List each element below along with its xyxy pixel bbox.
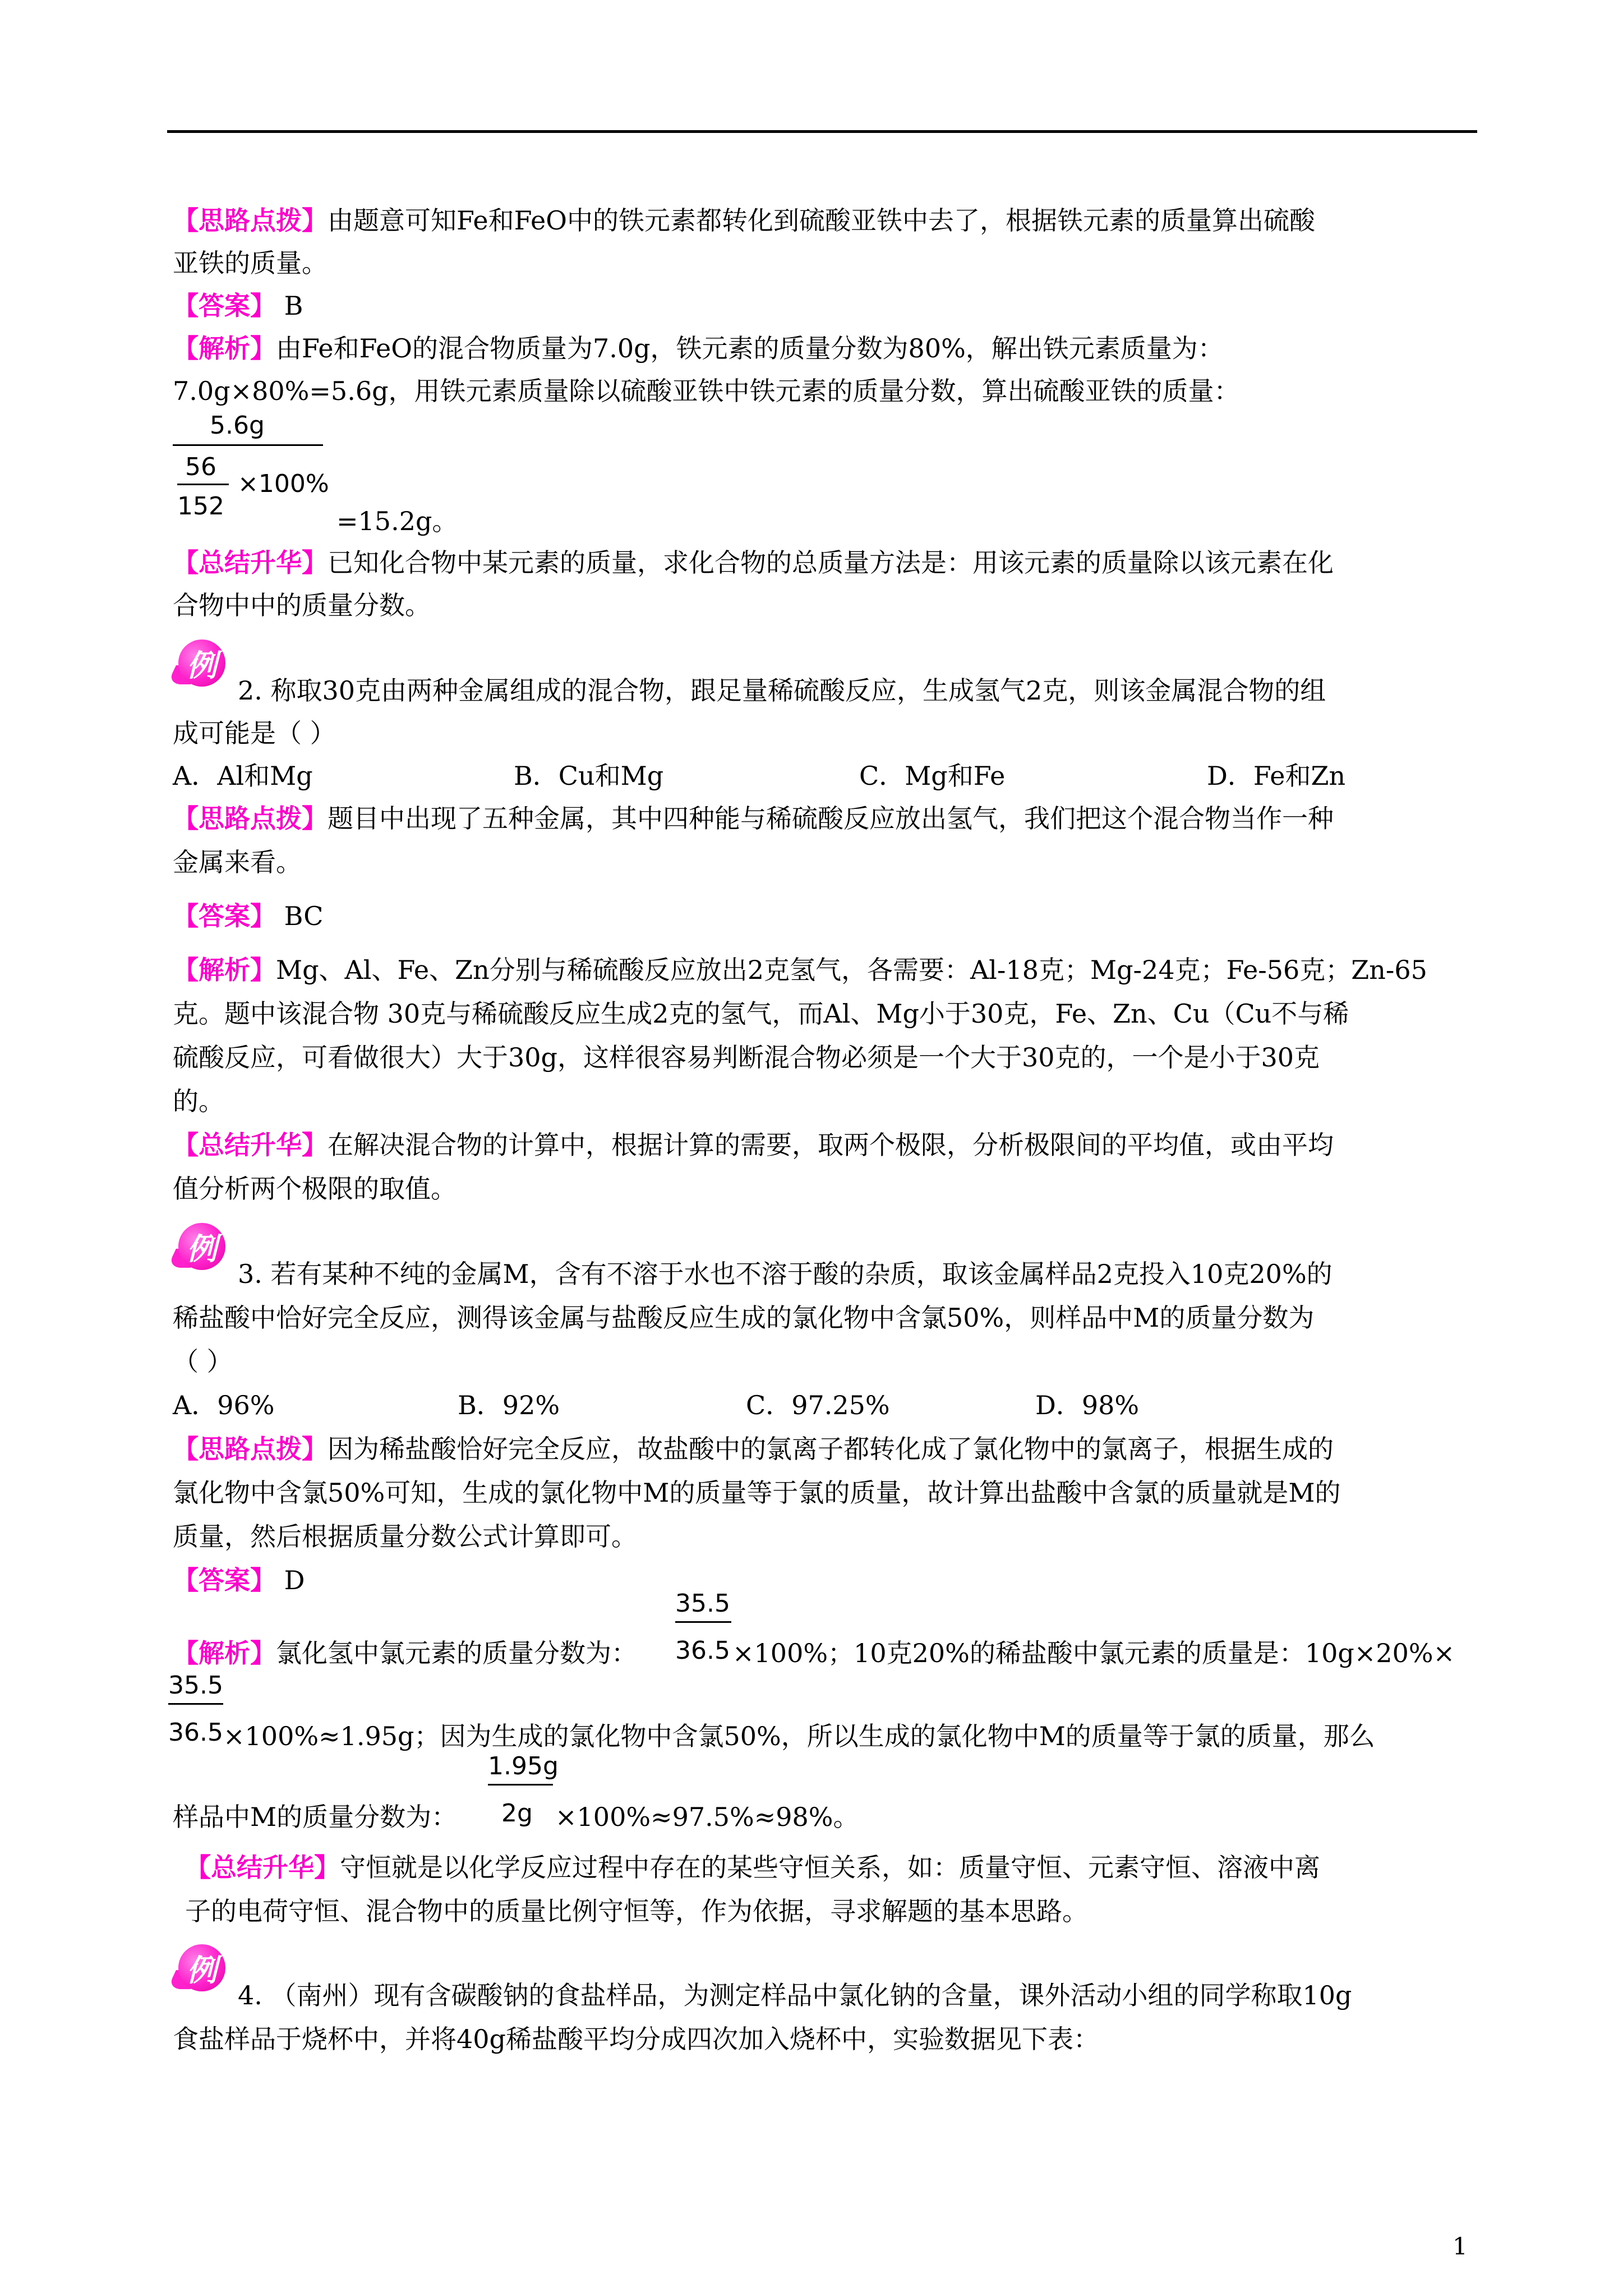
q2-analysis-cont-2: 硫酸反应，可看做很大）大于30g，这样很容易判断混合物必须是一个大于30克的，一个是小于30克 xyxy=(173,1042,1320,1073)
fraction-cl-share-2 xyxy=(168,1672,230,1756)
fraction-mass-share xyxy=(488,1752,566,1837)
q2-answer-line xyxy=(173,900,323,932)
hint-tag: 【思路点拨】 xyxy=(173,205,328,236)
example-badge-icon: 例 xyxy=(178,1944,225,1991)
q3-analysis-b: ×100%；10克20%的稀盐酸中氯元素的质量是：10g×20%× xyxy=(732,1638,1455,1668)
fraction-num: 35.5 xyxy=(675,1589,730,1618)
question-2-stem: 2. 称取30克由两种金属组成的混合物，跟足量稀硫酸反应，生成氢气2克，则该金属混合物的组 xyxy=(238,675,1326,706)
fraction-top: 5.6g xyxy=(210,411,265,440)
q3-analysis-d: 样品中M的质量分数为： xyxy=(173,1802,458,1832)
fraction-bar xyxy=(168,1703,223,1705)
hint-tag: 【思路点拨】 xyxy=(173,803,328,834)
hint-line xyxy=(173,204,1315,237)
fraction-main-bar xyxy=(173,444,323,446)
fraction-inner-bar xyxy=(177,484,229,485)
summary-text-cont: 合物中中的质量分数。 xyxy=(173,590,431,620)
fraction-compound xyxy=(173,412,341,535)
analysis-text: 由Fe和FeO的混合物质量为7.0g，铁元素的质量分数为80%，解出铁元素质量为： xyxy=(276,333,1224,364)
answer-text: B xyxy=(276,291,303,321)
question-3-option-c: C．97.25% xyxy=(746,1390,890,1420)
summary-text: 守恒就是以化学反应过程中存在的某些守恒关系，如：质量守恒、元素守恒、溶液中离 xyxy=(340,1852,1320,1883)
analysis-line xyxy=(173,332,1224,365)
q3-hint-cont-2: 质量，然后根据质量分数公式计算即可。 xyxy=(173,1521,637,1552)
summary-line xyxy=(173,546,1334,579)
example-badge-icon: 例 xyxy=(178,1223,225,1270)
q3-analysis-line xyxy=(173,1637,637,1669)
question-2-option-d: D．Fe和Zn xyxy=(1207,761,1346,791)
hint-text: 题目中出现了五种金属，其中四种能与稀硫酸反应放出氢气，我们把这个混合物当作一种 xyxy=(328,803,1334,834)
fraction-num: 1.95g xyxy=(488,1752,559,1780)
fraction-num: 35.5 xyxy=(168,1671,223,1700)
answer-tag: 【答案】 xyxy=(173,901,276,931)
example-badge-icon: 例 xyxy=(178,639,225,687)
fraction-bar xyxy=(488,1784,553,1786)
question-4-stem-cont: 食盐样品于烧杯中，并将40g稀盐酸平均分成四次加入烧杯中，实验数据见下表： xyxy=(173,2024,1099,2054)
q3-analysis-e: ×100%≈97.5%≈98%。 xyxy=(555,1802,859,1832)
q3-summary-line xyxy=(185,1851,1320,1884)
summary-tag: 【总结升华】 xyxy=(173,547,328,578)
q2-analysis-line xyxy=(173,954,1427,986)
fraction-den: 36.5 xyxy=(168,1718,223,1747)
summary-tag: 【总结升华】 xyxy=(173,1130,328,1160)
q2-analysis-cont-1: 克。题中该混合物 30克与稀硫酸反应生成2克的氢气，而Al、Mg小于30克，Fe、Zn、Cu（Cu不与稀 xyxy=(173,999,1349,1029)
result-text: =15.2g。 xyxy=(336,506,458,536)
q3-summary-cont: 子的电荷守恒、混合物中的质量比例守恒等，作为依据，寻求解题的基本思路。 xyxy=(185,1896,1088,1926)
question-3-option-b: B．92% xyxy=(458,1390,560,1420)
fraction-den: 36.5 xyxy=(675,1636,730,1665)
answer-tag: 【答案】 xyxy=(173,1565,276,1595)
question-4-stem: 4. （南州）现有含碳酸钠的食盐样品，为测定样品中氯化钠的含量，课外活动小组的同学称取10g xyxy=(238,1980,1352,2010)
q3-hint-cont-1: 氯化物中含氯50%可知，生成的氯化物中M的质量等于氯的质量，故计算出盐酸中含氯的质量就是M的 xyxy=(173,1478,1341,1508)
question-3-stem-cont-1: 稀盐酸中恰好完全反应，测得该金属与盐酸反应生成的氯化物中含氯50%，则样品中M的质量分数为 xyxy=(173,1303,1315,1333)
answer-text: D xyxy=(276,1565,305,1595)
question-2-option-b: B．Cu和Mg xyxy=(514,761,664,791)
fraction-den: 2g xyxy=(501,1799,533,1828)
summary-tag: 【总结升华】 xyxy=(185,1852,340,1883)
fraction-cl-share xyxy=(675,1590,737,1674)
answer-text: BC xyxy=(276,901,324,931)
fraction-multiplier: ×100% xyxy=(238,470,329,498)
question-2-option-c: C．Mg和Fe xyxy=(859,761,1006,791)
hint-text: 由题意可知Fe和FeO中的铁元素都转化到硫酸亚铁中去了，根据铁元素的质量算出硫酸 xyxy=(328,205,1315,236)
summary-text: 在解决混合物的计算中，根据计算的需要，取两个极限，分析极限间的平均值，或由平均 xyxy=(328,1130,1334,1160)
analysis-tag: 【解析】 xyxy=(173,1638,276,1668)
analysis-text: Mg、Al、Fe、Zn分别与稀硫酸反应放出2克氢气，各需要：Al-18克；Mg-24克；Fe-56克；Zn-65 xyxy=(276,955,1427,985)
question-2-option-a: A．Al和Mg xyxy=(173,761,313,791)
question-3-stem-cont-2: （ ） xyxy=(173,1346,233,1377)
question-3-stem: 3. 若有某种不纯的金属M，含有不溶于水也不溶于酸的杂质，取该金属样品2克投入10克20%的 xyxy=(238,1259,1332,1289)
answer-line xyxy=(173,289,303,322)
q2-summary-line xyxy=(173,1129,1334,1161)
q2-analysis-cont-3: 的。 xyxy=(173,1086,224,1116)
question-2-stem-cont: 成可能是（ ） xyxy=(173,718,336,748)
question-3-option-d: D．98% xyxy=(1035,1390,1140,1420)
analysis-tag: 【解析】 xyxy=(173,955,276,985)
hint-tag: 【思路点拨】 xyxy=(173,1434,328,1464)
q3-analysis-c: ×100%≈1.95g；因为生成的氯化物中含氯50%，所以生成的氯化物中M的质量等于氯的质量，那么 xyxy=(223,1721,1375,1751)
page-number: 1 xyxy=(1453,2233,1468,2260)
q2-hint-line xyxy=(173,802,1334,835)
answer-tag: 【答案】 xyxy=(173,291,276,321)
header-rule xyxy=(167,130,1477,133)
q2-summary-cont: 值分析两个极限的取值。 xyxy=(173,1174,457,1204)
analysis-text-cont: 7.0g×80%=5.6g，用铁元素质量除以硫酸亚铁中铁元素的质量分数，算出硫酸亚铁的质量： xyxy=(173,376,1240,406)
fraction-inner-num: 56 xyxy=(185,453,216,481)
fraction-bar xyxy=(675,1621,731,1623)
summary-text: 已知化合物中某元素的质量，求化合物的总质量方法是：用该元素的质量除以该元素在化 xyxy=(328,547,1334,578)
question-3-option-a: A．96% xyxy=(173,1390,275,1420)
q3-answer-line xyxy=(173,1564,305,1596)
q2-hint-text-cont: 金属来看。 xyxy=(173,847,302,877)
q3-hint-line xyxy=(173,1433,1334,1465)
hint-text-cont: 亚铁的质量。 xyxy=(173,248,328,278)
analysis-text: 氯化氢中氯元素的质量分数为： xyxy=(276,1638,637,1668)
fraction-inner-den: 152 xyxy=(177,492,224,521)
analysis-tag: 【解析】 xyxy=(173,333,276,364)
hint-text: 因为稀盐酸恰好完全反应，故盐酸中的氯离子都转化成了氯化物中的氯离子，根据生成的 xyxy=(328,1434,1334,1464)
